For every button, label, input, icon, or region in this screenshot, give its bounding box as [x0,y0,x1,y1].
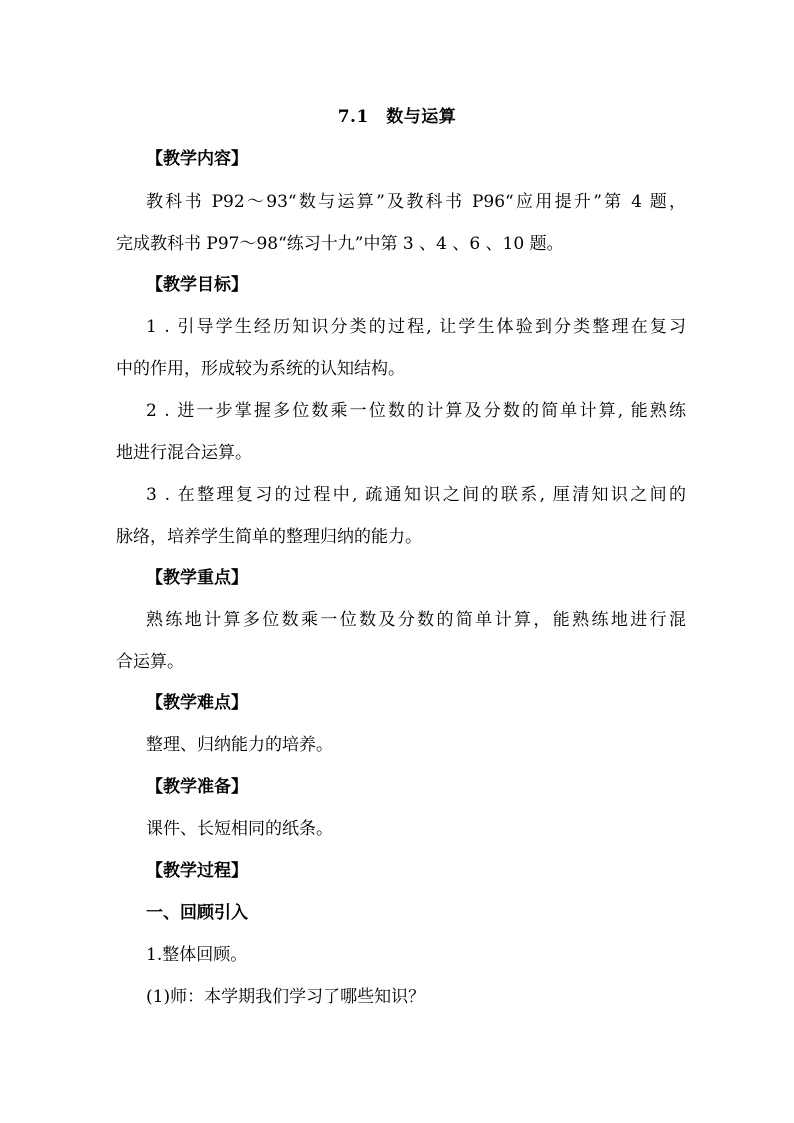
objectives-line-2: 中的作用，形成较为系统的认知结构。 [116,359,405,379]
preparation-line-1: 课件、长短相同的纸条。 [146,819,333,839]
content-line-2: 完成教科书 P97～98“练习十九”中第 3 、4 、6 、10 题。 [116,234,564,254]
section-heading-key-points: 【教学重点】 [146,568,248,588]
objectives-line-5: 3 . 在整理复习的过程中, 疏通知识之间的联系, 厘清知识之间的 [146,485,686,505]
content-line-1: 教科书 P92～93“数与运算”及教科书 P96“应用提升”第 4 题， [146,192,686,212]
key-points-line-2: 合运算。 [116,652,184,672]
objectives-line-4: 地进行混合运算。 [116,443,252,463]
page-title: 7.1 数与运算 [337,107,457,127]
section-heading-preparation: 【教学准备】 [146,777,248,797]
objectives-line-6: 脉络，培养学生简单的整理归纳的能力。 [116,527,422,547]
section-heading-objectives: 【教学目标】 [146,275,248,295]
objectives-line-3: 2 . 进一步掌握多位数乘一位数的计算及分数的简单计算, 能熟练 [146,401,686,421]
process-line-2: (1)师：本学期我们学习了哪些知识？ [146,987,426,1007]
key-points-line-1: 熟练地计算多位数乘一位数及分数的简单计算，能熟练地进行混 [146,610,686,630]
section-heading-process: 【教学过程】 [146,861,248,881]
objectives-line-1: 1 . 引导学生经历知识分类的过程, 让学生体验到分类整理在复习 [146,317,686,337]
section-heading-content: 【教学内容】 [146,149,248,169]
process-subheading: 一、回顾引入 [146,903,248,923]
process-line-1: 1.整体回顾。 [146,945,248,965]
difficulties-line-1: 整理、归纳能力的培养。 [146,735,333,755]
section-heading-difficulties: 【教学难点】 [146,693,248,713]
